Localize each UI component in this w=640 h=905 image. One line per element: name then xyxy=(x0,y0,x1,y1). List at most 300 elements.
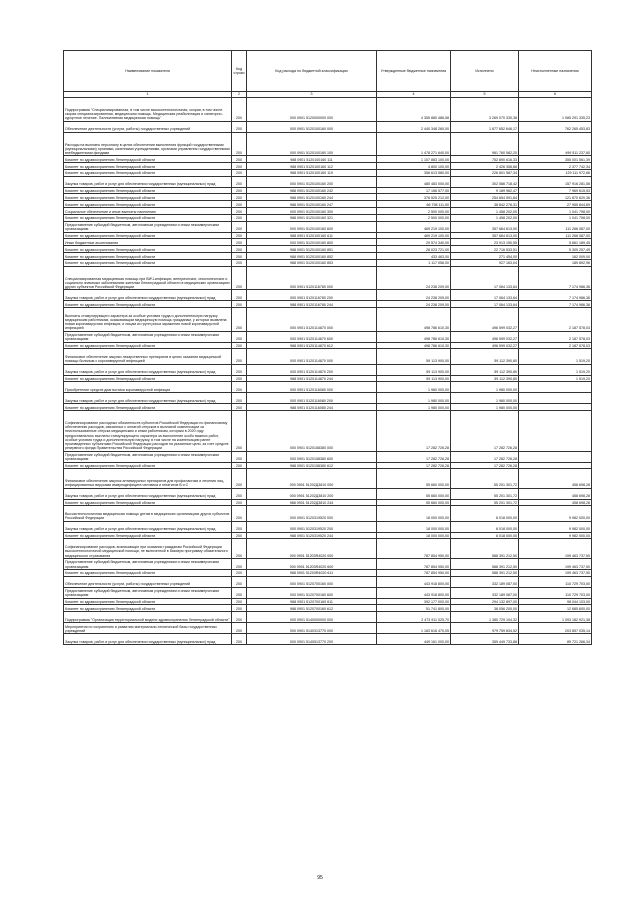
row-executed: 59 112 390,80 xyxy=(451,364,519,375)
row-executed: 17 064 133,64 xyxy=(451,290,519,301)
table-row xyxy=(64,214,592,221)
row-approved: 1 478 271 640,00 xyxy=(377,132,451,156)
row-approved: 449 161 000,00 xyxy=(377,634,451,645)
row-unexecuted: 7 174 986,36 xyxy=(519,266,592,290)
row-code: 200 xyxy=(232,121,247,132)
row-approved: 443 918 800,00 xyxy=(377,587,451,598)
row-budget-code: 000 0901 5140513770 200 xyxy=(247,634,377,645)
row-name: Предоставление субсидий бюджетным, автономным учреждениям и иным некоммерческим организациям xyxy=(64,451,232,462)
row-executed: 496 599 032,27 xyxy=(451,342,519,349)
row-name: Мероприятия по сохранению и развитию материально-технической базы государственных учреждений xyxy=(64,623,232,634)
row-approved: 498 786 610,30 xyxy=(377,331,451,342)
page-number: 95 xyxy=(317,875,323,881)
table-row xyxy=(64,634,592,645)
row-executed: 8 018 000,00 xyxy=(451,521,519,532)
row-executed: 17 282 726,28 xyxy=(451,411,519,451)
row-code: 200 xyxy=(232,569,247,576)
row-code: 200 xyxy=(232,156,247,163)
row-approved: 1 980 000,00 xyxy=(377,404,451,411)
row-name: Закупка товаров, работ и услуг для обеспечения государственных (муниципальных) нужд xyxy=(64,393,232,404)
row-unexecuted: 129 111 972,66 xyxy=(519,169,592,176)
budget-execution-table xyxy=(63,50,592,645)
row-name: Подпрограмма "Специализированная, в том числе высокотехнологичная, скорая, в том числе скорая специализированная, медицинская помощь. Медицинская реабилитация и санаторно-курортное лечение. Паллиативная медицинская помощь" xyxy=(64,98,232,122)
row-executed: 359 449 733,88 xyxy=(451,634,519,645)
row-budget-code: 000 0901 5120114870 000 xyxy=(247,307,377,331)
row-code: 200 xyxy=(232,194,247,201)
row-approved: 17 282 726,28 xyxy=(377,462,451,469)
row-name: Комитет по здравоохранению Ленинградской области xyxy=(64,499,232,506)
row-code: 200 xyxy=(232,576,247,587)
row-executed: 981 760 582,20 xyxy=(451,132,519,156)
row-executed: 8 018 000,00 xyxy=(451,506,519,521)
row-name: Приобретение средств диагностики коронавирусной инфекции xyxy=(64,382,232,393)
row-code: 200 xyxy=(232,266,247,290)
table-row xyxy=(64,393,592,404)
row-code: 200 xyxy=(232,246,247,253)
table-row xyxy=(64,349,592,364)
row-executed: 55 201 301,72 xyxy=(451,469,519,488)
row-approved: 59 113 900,00 xyxy=(377,364,451,375)
table-row xyxy=(64,121,592,132)
row-executed: 3 269 070 330,38 xyxy=(451,98,519,122)
row-executed: 55 201 301,72 xyxy=(451,488,519,499)
row-executed: 17 282 726,28 xyxy=(451,451,519,462)
row-approved: 443 918 800,00 xyxy=(377,576,451,587)
row-unexecuted: 1 519,20 xyxy=(519,375,592,382)
row-budget-code: 000 0901 5120116780 000 xyxy=(247,266,377,290)
row-budget-code: 000 0901 5120100160 100 xyxy=(247,132,377,156)
table-row xyxy=(64,194,592,201)
column-number: 1 xyxy=(64,92,232,98)
row-name: Обеспечение деятельности (услуги, работы) государственных учреждений xyxy=(64,121,232,132)
row-code: 200 xyxy=(232,499,247,506)
row-executed: 9 189 962,47 xyxy=(451,187,519,194)
row-unexecuted: 157 916 281,58 xyxy=(519,176,592,187)
row-unexecuted: 203 857 035,14 xyxy=(519,623,592,634)
row-executed: 17 064 133,64 xyxy=(451,301,519,308)
row-name: Комитет по здравоохранению Ленинградской области xyxy=(64,301,232,308)
row-approved: 18 000 000,00 xyxy=(377,532,451,539)
row-executed: 17 064 133,64 xyxy=(451,266,519,290)
row-approved: 4 800 100,00 xyxy=(377,162,451,169)
row-approved: 498 786 610,30 xyxy=(377,307,451,331)
row-name: Комитет по здравоохранению Ленинградской области xyxy=(64,187,232,194)
row-name: Специализированная медицинская помощь при ВИЧ-инфекции, венерических, онкологических и социально значимых заболеваниях жителям Ленинградской области в медицинских организациях других субъектов Российской Федерации xyxy=(64,266,232,290)
table-row xyxy=(64,532,592,539)
row-approved: 55 660 000,00 xyxy=(377,488,451,499)
row-budget-code: 000 0901 5120100160 200 xyxy=(247,176,377,187)
row-code: 200 xyxy=(232,307,247,331)
row-budget-code: 000 0901 5120116080 200 xyxy=(247,393,377,404)
row-unexecuted: 762 265 453,83 xyxy=(519,121,592,132)
row-unexecuted: 111 266 087,00 xyxy=(519,232,592,239)
row-name: Предоставление субсидий бюджетным, автономным учреждениям и иным некоммерческим организациям xyxy=(64,558,232,569)
row-executed: 752 890 616,33 xyxy=(451,156,519,163)
row-code: 200 xyxy=(232,375,247,382)
row-unexecuted xyxy=(519,404,592,411)
table-row xyxy=(64,558,592,569)
row-unexecuted: 199 463 737,50 xyxy=(519,558,592,569)
row-approved: 1 117 056,00 xyxy=(377,259,451,266)
row-name: Комитет по здравоохранению Ленинградской области xyxy=(64,162,232,169)
row-approved: 55 660 000,00 xyxy=(377,499,451,506)
row-budget-code: 000 0901 5120000000 000 xyxy=(247,98,377,122)
table-row xyxy=(64,576,592,587)
row-approved: 18 000 000,00 xyxy=(377,521,451,532)
row-budget-code: 000 0901 5140000000 000 xyxy=(247,612,377,623)
row-approved: 1 980 000,00 xyxy=(377,382,451,393)
row-code: 200 xyxy=(232,634,247,645)
table-row xyxy=(64,169,592,176)
row-unexecuted: 98 044 103,00 xyxy=(519,598,592,605)
row-executed: 588 391 212,50 xyxy=(451,539,519,558)
column-number: 3 xyxy=(247,92,377,98)
row-approved: 498 786 610,30 xyxy=(377,342,451,349)
row-code: 200 xyxy=(232,201,247,208)
row-approved: 2 473 911 025,70 xyxy=(377,612,451,623)
row-approved: 51 741 800,00 xyxy=(377,605,451,612)
row-code: 200 xyxy=(232,623,247,634)
row-unexecuted: 12 685 600,00 xyxy=(519,605,592,612)
row-name: Комитет по здравоохранению Ленинградской области xyxy=(64,375,232,382)
row-executed: 271 454,00 xyxy=(451,252,519,259)
table-row xyxy=(64,239,592,246)
row-budget-code: 988 0901 5120158380 612 xyxy=(247,462,377,469)
row-budget-code: 000 0901 5120319520 000 xyxy=(247,506,377,521)
row-executed: 226 601 587,34 xyxy=(451,169,519,176)
table-row xyxy=(64,605,592,612)
row-budget-code: 000 0901 5120116080 000 xyxy=(247,382,377,393)
row-code: 200 xyxy=(232,349,247,364)
row-name: Предоставление субсидий бюджетным, автономным учреждениям и иным некоммерческим организациям xyxy=(64,221,232,232)
row-budget-code: 000 0901 5120100160 800 xyxy=(247,239,377,246)
row-approved: 66 798 111,00 xyxy=(377,201,451,208)
table-row xyxy=(64,132,592,156)
row-code: 200 xyxy=(232,132,247,156)
row-code: 200 xyxy=(232,558,247,569)
row-code: 200 xyxy=(232,342,247,349)
row-budget-code: 000 0901 51202Д3810 200 xyxy=(247,488,377,499)
table-row xyxy=(64,521,592,532)
row-budget-code: 988 0901 5120700160 612 xyxy=(247,605,377,612)
row-unexecuted: 9 982 000,00 xyxy=(519,532,592,539)
row-executed: 59 112 390,80 xyxy=(451,349,519,364)
row-approved: 787 854 950,00 xyxy=(377,569,451,576)
table-row xyxy=(64,612,592,623)
row-budget-code: 988 0901 5120100160 611 xyxy=(247,232,377,239)
row-approved: 55 660 000,00 xyxy=(377,469,451,488)
row-name: Финансовое обеспечение закупок антивирусных препаратов для профилактики и лечения лиц, инфицированных вирусами иммунодефицита человека и гепатитов B и C xyxy=(64,469,232,488)
row-name: Обеспечение деятельности (услуги, работы) государственных учреждений xyxy=(64,576,232,587)
row-name: Закупка товаров, работ и услуг для обеспечения государственных (муниципальных) нужд xyxy=(64,488,232,499)
row-approved: 787 854 950,00 xyxy=(377,539,451,558)
row-executed: 1 677 652 646,17 xyxy=(451,121,519,132)
row-name: Комитет по здравоохранению Ленинградской области xyxy=(64,246,232,253)
row-approved: 433 463,00 xyxy=(377,252,451,259)
row-code: 200 xyxy=(232,221,247,232)
row-code: 200 xyxy=(232,207,247,214)
row-unexecuted xyxy=(519,411,592,451)
row-code: 200 xyxy=(232,404,247,411)
row-approved: 392 177 000,00 xyxy=(377,598,451,605)
row-unexecuted: 458 698,28 xyxy=(519,499,592,506)
row-unexecuted: 1 041 798,00 xyxy=(519,214,592,221)
row-name: Комитет по здравоохранению Ленинградской области xyxy=(64,605,232,612)
row-budget-code: 988 0901 5120100160 111 xyxy=(247,156,377,163)
row-code: 200 xyxy=(232,187,247,194)
row-budget-code: 988 0901 5120114870 612 xyxy=(247,342,377,349)
row-code: 200 xyxy=(232,382,247,393)
table-row xyxy=(64,411,592,451)
table-body xyxy=(64,98,592,645)
row-unexecuted: 110 729 703,00 xyxy=(519,576,592,587)
row-unexecuted: 9 982 000,00 xyxy=(519,521,592,532)
row-unexecuted: 89 721 266,34 xyxy=(519,634,592,645)
row-name: Комитет по здравоохранению Ленинградской области xyxy=(64,342,232,349)
row-unexecuted: 2 187 578,03 xyxy=(519,331,592,342)
row-name: Финансовое обеспечение закупки лекарственных препаратов в целях оказания медицинской помощи больным с коронавирусной инфекцией xyxy=(64,349,232,364)
row-approved: 4 355 880 486,58 xyxy=(377,98,451,122)
row-executed: 357 664 613,00 xyxy=(451,221,519,232)
row-code: 200 xyxy=(232,259,247,266)
row-name: Комитет по здравоохранению Ленинградской области xyxy=(64,598,232,605)
row-unexecuted: 1 519,20 xyxy=(519,349,592,364)
row-code: 200 xyxy=(232,605,247,612)
row-executed: 496 599 032,27 xyxy=(451,307,519,331)
row-name: Комитет по здравоохранению Ленинградской области xyxy=(64,156,232,163)
row-name: Подпрограмма "Организация территориальной модели здравоохранения Ленинградской области" xyxy=(64,612,232,623)
table-row xyxy=(64,598,592,605)
row-executed: 38 056 200,00 xyxy=(451,605,519,612)
table-row xyxy=(64,307,592,331)
column-number: 2 xyxy=(232,92,247,98)
table-row xyxy=(64,187,592,194)
table-header-row xyxy=(64,51,592,92)
row-unexecuted: 121 870 620,36 xyxy=(519,194,592,201)
row-executed: 59 112 390,80 xyxy=(451,375,519,382)
row-budget-code: 988 0901 5120100160 247 xyxy=(247,201,377,208)
row-approved: 1 107 883 100,00 xyxy=(377,156,451,163)
row-code: 200 xyxy=(232,598,247,605)
row-executed: 23 913 150,55 xyxy=(451,239,519,246)
row-executed: 2 426 356,66 xyxy=(451,162,519,169)
row-code: 200 xyxy=(232,162,247,169)
table-row xyxy=(64,569,592,576)
row-name: Комитет по здравоохранению Ленинградской области xyxy=(64,232,232,239)
row-code: 200 xyxy=(232,521,247,532)
row-code: 200 xyxy=(232,290,247,301)
row-budget-code: 988 0901 5120100160 119 xyxy=(247,169,377,176)
row-unexecuted: 9 982 000,00 xyxy=(519,506,592,521)
row-budget-code: 988 0901 51203R4020 611 xyxy=(247,569,377,576)
row-budget-code: 988 0901 5120100160 112 xyxy=(247,162,377,169)
row-budget-code: 000 0901 5120100160 600 xyxy=(247,221,377,232)
row-name: Комитет по здравоохранению Ленинградской области xyxy=(64,169,232,176)
row-name: Расходы на выплаты персоналу в целях обеспечения выполнения функций государственными (муниципальными) органами, казенными учреждениями, органами управления государственными внебюджетными фондами xyxy=(64,132,232,156)
row-name: Социальное обеспечение и иные выплаты населению xyxy=(64,207,232,214)
table-row xyxy=(64,156,592,163)
row-approved: 17 282 726,28 xyxy=(377,451,451,462)
row-code: 200 xyxy=(232,232,247,239)
row-code: 200 xyxy=(232,364,247,375)
row-approved: 24 238 209,00 xyxy=(377,301,451,308)
row-executed: 588 391 212,50 xyxy=(451,569,519,576)
row-unexecuted: 111 266 087,00 xyxy=(519,221,592,232)
row-budget-code: 000 0901 51203R4020 600 xyxy=(247,558,377,569)
row-budget-code: 000 0901 5120100160 000 xyxy=(247,121,377,132)
row-code: 200 xyxy=(232,98,247,122)
row-budget-code: 988 0901 5120100160 244 xyxy=(247,194,377,201)
table-row xyxy=(64,623,592,634)
row-unexecuted: 458 698,28 xyxy=(519,469,592,488)
row-code: 200 xyxy=(232,411,247,451)
row-executed: 332 189 087,00 xyxy=(451,576,519,587)
row-code: 200 xyxy=(232,532,247,539)
table-row xyxy=(64,404,592,411)
row-unexecuted: 1 085 291 335,23 xyxy=(519,98,592,122)
row-budget-code: 000 0901 5120319520 200 xyxy=(247,521,377,532)
row-approved: 1 183 616 470,05 xyxy=(377,623,451,634)
row-unexecuted: 499 511 237,80 xyxy=(519,132,592,156)
row-approved: 469 219 100,00 xyxy=(377,232,451,239)
row-approved: 2 500 000,00 xyxy=(377,214,451,221)
table-row xyxy=(64,301,592,308)
row-executed: 332 189 087,00 xyxy=(451,587,519,598)
table-row xyxy=(64,364,592,375)
row-budget-code: 000 0901 5120100160 300 xyxy=(247,207,377,214)
row-budget-code: 000 0901 5120114870 200 xyxy=(247,364,377,375)
row-unexecuted xyxy=(519,382,592,393)
row-executed: 1 980 000,00 xyxy=(451,393,519,404)
row-name: Предоставление субсидий бюджетным, автономным учреждениям и иным некоммерческим организациям xyxy=(64,331,232,342)
row-executed: 1 980 000,00 xyxy=(451,404,519,411)
row-budget-code: 000 0901 51202Д3810 000 xyxy=(247,469,377,488)
row-approved: 1 980 000,00 xyxy=(377,393,451,404)
row-name: Закупка товаров, работ и услуг для обеспечения государственных (муниципальных) нужд xyxy=(64,290,232,301)
row-executed: 1 458 202,00 xyxy=(451,207,519,214)
table-row xyxy=(64,290,592,301)
row-executed: 8 018 000,00 xyxy=(451,532,519,539)
row-code: 200 xyxy=(232,239,247,246)
table-row xyxy=(64,252,592,259)
header-name: Наименование показателя xyxy=(64,51,232,92)
row-unexecuted: 1 041 798,00 xyxy=(519,207,592,214)
row-name: Комитет по здравоохранению Ленинградской области xyxy=(64,214,232,221)
row-approved: 17 282 726,28 xyxy=(377,411,451,451)
row-approved: 480 483 000,00 xyxy=(377,176,451,187)
row-approved: 787 854 950,00 xyxy=(377,558,451,569)
row-budget-code: 988 0901 5120100160 852 xyxy=(247,252,377,259)
row-code: 200 xyxy=(232,469,247,488)
header-budget-code: Код расхода по бюджетной классификации xyxy=(247,51,377,92)
row-name: Комитет по здравоохранению Ленинградской области xyxy=(64,532,232,539)
row-budget-code: 988 0901 51202Д3810 244 xyxy=(247,499,377,506)
header-executed: Исполнено xyxy=(451,51,519,92)
row-name: Комитет по здравоохранению Ленинградской области xyxy=(64,252,232,259)
row-unexecuted: 7 969 615,53 xyxy=(519,187,592,194)
row-budget-code: 000 0901 51203R4020 000 xyxy=(247,539,377,558)
row-name: Софинансирование расходных обязательств субъектов Российской Федерации по финансовому обеспечению расходов, связанных с оплатой отпусков и выплатой компенсации за неиспользованные отпуска медицинским и иным работникам, которым в 2020 году предоставлялись выплаты стимулирующего характера за выполнение особо важных работ, особые условия труда и дополнительную нагрузку, в том числе на компенсацию ранее произведенных субъектами Российской Федерации расходов на указанные цели, за счет средств резервного фонда Правительства Российской Федерации xyxy=(64,411,232,451)
table-row xyxy=(64,98,592,122)
table-row xyxy=(64,469,592,488)
row-budget-code: 000 0901 5120700160 600 xyxy=(247,587,377,598)
row-budget-code: 000 0901 5120114870 600 xyxy=(247,331,377,342)
row-budget-code: 988 0901 5120100160 853 xyxy=(247,259,377,266)
row-approved: 17 156 577,00 xyxy=(377,187,451,194)
row-unexecuted: 199 463 737,50 xyxy=(519,539,592,558)
row-name: Комитет по здравоохранению Ленинградской области xyxy=(64,462,232,469)
row-name: Софинансирование расходов, возникающих при оказании гражданам Российской Федерации высокотехнологичной медицинской помощи, не включенной в базовую программу обязательного медицинского страхования xyxy=(64,539,232,558)
row-name: Закупка товаров, работ и услуг для обеспечения государственных (муниципальных) нужд xyxy=(64,521,232,532)
row-executed: 1 980 000,00 xyxy=(451,382,519,393)
row-budget-code: 988 0901 5120116080 244 xyxy=(247,404,377,411)
row-approved: 59 113 900,00 xyxy=(377,349,451,364)
table-row xyxy=(64,587,592,598)
row-unexecuted: 355 001 561,39 xyxy=(519,156,592,163)
row-executed: 357 664 613,00 xyxy=(451,232,519,239)
row-name: Комитет по здравоохранению Ленинградской области xyxy=(64,194,232,201)
table-row xyxy=(64,462,592,469)
report-page xyxy=(63,50,591,645)
column-number: 5 xyxy=(451,92,519,98)
row-approved: 469 219 100,00 xyxy=(377,221,451,232)
row-name: Закупка товаров, работ и услуг для обеспечения государственных (муниципальных) нужд xyxy=(64,634,232,645)
row-budget-code: 000 0901 5140313770 000 xyxy=(247,623,377,634)
row-code: 200 xyxy=(232,539,247,558)
row-approved: 24 238 209,00 xyxy=(377,266,451,290)
row-executed: 38 842 276,31 xyxy=(451,201,519,208)
column-number: 4 xyxy=(377,92,451,98)
row-budget-code: 988 0901 5120114870 244 xyxy=(247,375,377,382)
table-row xyxy=(64,221,592,232)
row-name: Комитет по здравоохранению Ленинградской области xyxy=(64,259,232,266)
table-row xyxy=(64,176,592,187)
table-row xyxy=(64,375,592,382)
row-unexecuted: 2 187 578,03 xyxy=(519,342,592,349)
row-executed: 17 282 726,28 xyxy=(451,462,519,469)
row-approved: 2 500 000,00 xyxy=(377,207,451,214)
row-executed: 302 586 718,42 xyxy=(451,176,519,187)
row-executed: 979 759 834,52 xyxy=(451,623,519,634)
row-unexecuted: 189 892,96 xyxy=(519,259,592,266)
row-unexecuted: 199 463 737,50 xyxy=(519,569,592,576)
row-budget-code: 988 0901 5120100160 851 xyxy=(247,246,377,253)
row-name: Комитет по здравоохранению Ленинградской области xyxy=(64,569,232,576)
row-unexecuted xyxy=(519,451,592,462)
row-code: 200 xyxy=(232,393,247,404)
row-code: 200 xyxy=(232,301,247,308)
table-row xyxy=(64,232,592,239)
row-executed: 496 599 032,27 xyxy=(451,331,519,342)
row-approved: 18 000 000,00 xyxy=(377,506,451,521)
row-executed: 1 458 202,00 xyxy=(451,214,519,221)
row-code: 200 xyxy=(232,331,247,342)
row-code: 200 xyxy=(232,462,247,469)
header-unexecuted: Неисполненные назначения xyxy=(519,51,592,92)
row-unexecuted: 7 174 986,36 xyxy=(519,301,592,308)
row-code: 200 xyxy=(232,587,247,598)
table-row xyxy=(64,499,592,506)
header-code: Код строки xyxy=(232,51,247,92)
row-budget-code: 988 0901 5120116780 244 xyxy=(247,301,377,308)
row-budget-code: 000 0901 5120158380 000 xyxy=(247,411,377,451)
table-row xyxy=(64,342,592,349)
row-unexecuted: 162 009,00 xyxy=(519,252,592,259)
row-budget-code: 000 0901 5120158380 600 xyxy=(247,451,377,462)
row-budget-code: 988 0901 5120100160 321 xyxy=(247,214,377,221)
table-row xyxy=(64,259,592,266)
row-budget-code: 988 0901 5120100160 242 xyxy=(247,187,377,194)
